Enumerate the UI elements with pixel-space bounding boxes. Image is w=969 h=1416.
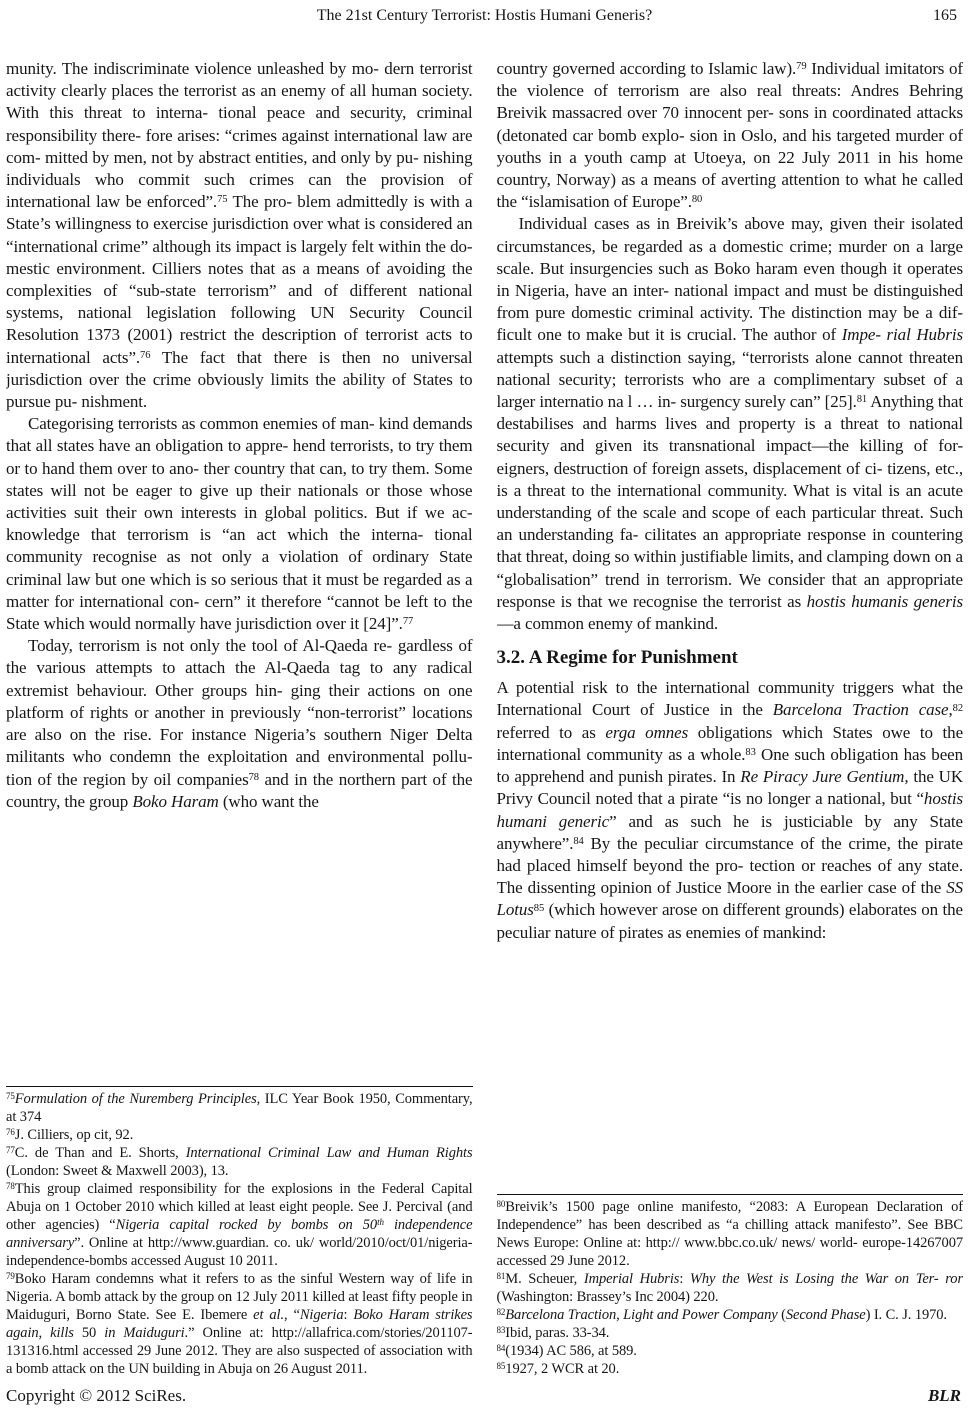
right-column-body [497,58,964,944]
footnote-marker: 84 [496,1342,506,1353]
text-run: One such obligation has been to apprehend and punish pirates. In [496,744,963,787]
superscript-reference: 82 [952,702,963,714]
text-run: Individual imitators of the violence of terrorism are also real threats: Andres Behring Breivik massacred over 70 innocent per- sons in coordinated attacks (detonated car bomb explo- sion in Oslo, and his targeted murder of youths in a youth camp at Utoeya, on 22 July 2011 in his home country, Norway) as a means of averting attention to what he called the “islamisation of Europe”. [496,59,963,212]
superscript-reference: 76 [140,349,151,361]
text-run: hostis humani generic [496,789,963,831]
superscript-reference: 85 [533,902,545,914]
journal-abbreviation: BLR [927,1386,961,1405]
text-run: , [948,700,953,720]
text-run: obligations which States owe to the international community as a whole. [496,722,963,764]
text-run: Boko Haram [132,791,219,811]
footnote-marker: 80 [496,1198,506,1209]
text-run: Anything that destabilises and harms lives and property is a threat to national security and given its transnational impact—the killing of for- eigners, destruction of foreign assets, displacement of ci- tizens, etc., is a threat to the international community. What is vital is an acute understanding of the scale and scope of each particular threat. Such an understanding fa- cilitates an appropriate response in countering that threat, doing so within justifiable limits, and clamping down on a “globalisation” trend in terrorism. We consider that an appropriate response is that we recognise the terrorist as [496,392,963,611]
footnote [497,1360,964,1378]
superscript-reference: 78 [248,771,259,783]
text-run: erga omnes [605,722,689,742]
body-paragraph [6,58,473,413]
footnote [497,1198,964,1270]
footnote [6,1144,473,1180]
copyright-notice: Copyright © 2012 SciRes. [6,1386,187,1405]
footnote-marker: 82 [496,1306,506,1317]
text-run: Second Phase [785,1307,866,1323]
footnote [497,1306,964,1324]
text-run: Why the West is Losing the War on Ter- ror [689,1271,963,1287]
footnote [497,1270,964,1306]
text-run: (1934) AC 586, at 589. [505,1343,637,1359]
text-run: 50 [73,1325,105,1341]
text-run: Categorising terrorists as common enemies of man- kind demands that all states have an obligation to appre- hend terrorists, to try them or to hand them over to ano- ther country that can, to try them. Some states will not be eager to give up their nationals or those whose activities suit their own interests in global politics. But if we ac- knowledge that terrorism is “an act which the interna- tional community recognise as not only a violation of ordinary State criminal law but one which is so serious that it must be regarded as a matter for international con- cern” it therefore “cannot be left to the State which would normally have jurisdiction over it [24]”. [6,414,473,634]
text-run: hostis humanis generis [806,591,963,611]
body-paragraph [497,677,964,943]
text-run: Formulation of the Nuremberg Principles [14,1091,257,1107]
text-run: Impe- rial Hubris [841,325,963,345]
footnote [6,1126,473,1144]
text-run: , ILC Year Book 1950, Commentary, at 374 [6,1091,473,1125]
text-run: ( [777,1307,786,1323]
footnote [497,1324,964,1342]
text-run: Today, terrorism is not only the tool of Al-Qaeda re- gardless of the various attempts to attach the Al-Qaeda tag to any radical extremist behaviour. Other groups hin- ging their actions on one platform of rights or another in previously “non-terrorist” locations are also on the rise. For instance Nigeria’s southern Niger Delta militants who condemn the exploitation and environmental pollu- tion of the region by oil companies [6,636,473,789]
text-run: International Criminal Law and Human Rights [185,1145,473,1161]
right-column [497,58,964,1378]
text-run: Individual cases as in Breivik’s above may, given their isolated circumstances, be regarded as a domestic crime; murder on a large scale. But insurgencies such as Boko haram even though it operates in Nigeria, have an inter- national impact and must be distinguished from pure domestic criminal activity. The distinction may be a dif- ficult one to make but it is crucial. The author of [496,214,963,345]
superscript-reference: th [377,1216,384,1227]
text-run: (Washington: Brassey’s Inc 2004) 220. [496,1289,719,1305]
footnote-marker: 76 [6,1126,15,1137]
text-run: Barcelona Traction, Light and Power Company [505,1307,778,1323]
section-heading: 3.2. A Regime for Punishment [496,647,738,669]
text-run: attempts such a distinction saying, “terrorists alone cannot threaten national security; terrorists who are a complimentary subset of a larger internatio na l … in- surgency surely can” [25]. [496,347,963,412]
text-run: Boko Haram condemns what it refers to as the sinful Western way of life in Nigeria. A bomb attack by the group on 12 July 2011 killed at least fifty people in Maiduguri, Borno State. See E. Ibemere [6,1271,473,1323]
text-run: Re Piracy Jure Gentium, [740,767,909,787]
text-run: The pro- blem admittedly is with a State’s willingness to exercise jurisdiction over what is considered an “international crime” although its impact is largely felt within the do- mestic environment. Cilliers notes that as a means of avoiding the complexities of “sub-state terrorism” and of different national systems, national legislation following UN Security Council Resolution 1373 (2001) restrict the description of terrorist acts to international acts”. [6,192,473,367]
text-run: .” Online at: http://allafrica.com/stories/201107-131316.html accessed 29 June 2012. They are also suspected of association with a bomb attack on the UN building in Abuja on 26 August 2011. [6,1325,473,1377]
text-run: Ibid, paras. 33-34. [505,1325,610,1341]
text-run: 1927, 2 WCR at 20. [505,1361,620,1377]
superscript-reference: 84 [573,835,584,847]
text-run: M. Scheuer, [505,1271,584,1287]
body-paragraph [6,635,473,813]
text-run: J. Cilliers, op cit, 92. [14,1127,134,1143]
body-paragraph [497,58,964,213]
text-run: : [679,1271,690,1287]
two-column-layout [6,58,963,1378]
text-run: Barcelona Traction case [772,700,949,720]
footnote-marker: 77 [6,1144,15,1155]
page-footer [6,1386,961,1406]
text-run: C. de Than and E. Shorts, [14,1145,186,1161]
text-run: kills [50,1325,74,1341]
superscript-reference: 77 [402,616,414,628]
text-run: (who want the [218,791,319,811]
text-run: Boko Haram strikes again [6,1307,473,1341]
superscript-reference: 81 [856,394,868,406]
footnote-marker: 85 [496,1360,506,1371]
text-run: et al. [253,1307,285,1323]
text-run: country governed according to Islamic law). [496,59,797,78]
superscript-reference: 75 [217,194,228,206]
footnote-marker: 79 [6,1270,15,1281]
body-paragraph [497,213,964,635]
text-run: the UK Privy Council noted that a pirate “is no longer a national, but “ [496,767,963,809]
text-run: ) I. C. J. 1970. [865,1307,947,1323]
text-run: in Maiduguri [104,1325,185,1341]
footnote [497,1342,964,1360]
body-paragraph [6,413,473,635]
footnote-marker: 78 [6,1180,15,1191]
text-run: Nigeria [299,1307,344,1323]
page-header [10,7,959,31]
left-column-body [6,58,473,813]
text-run: ” and as such he is justiciable by any State anywhere”. [496,811,963,853]
text-run: SS Lotus [496,878,963,920]
text-run: Imperial Hubris [583,1271,680,1287]
footnote-marker: 75 [6,1090,15,1101]
footnote [6,1270,473,1378]
text-run: (which however arose on different grounds) elaborates on the peculiar nature of pirates as enemies of mankind: [496,900,963,942]
right-column-footnotes [497,1194,964,1378]
text-run: By the peculiar circumstance of the crime, the pirate had placed himself beyond the pro- tection or reaches of any state. The dissenting opinion of Justice Moore in the earlier case of the [496,833,963,898]
text-run: The fact that there is then no universal jurisdiction over the crime obviously limits the ability of States to pursue pu- nishment. [6,347,473,412]
text-run: munity. The indiscriminate violence unleashed by mo- dern terrorist activity clearly places the terrorist as an enemy of all human society. With this threat to interna- tional peace and security, criminal responsibility there- fore arises: “crimes against international law are com- mitted by men, not by abstract entities, and only by pu- nishing individuals who commit such crimes can the provision of international law be enforced”. [6,59,473,212]
footnote [6,1090,473,1126]
superscript-reference: 83 [745,747,756,759]
text-run: This group claimed responsibility for the explosions in the Federal Capital Abuja on 1 October 2010 which killed at least eight people. See J. Percival (and other agencies) “ [6,1181,473,1233]
left-column-footnotes [6,1086,473,1378]
text-run: : [343,1307,354,1323]
text-run: , “ [284,1307,300,1323]
superscript-reference: 79 [796,61,807,73]
text-run: (London: Sweet & Maxwell 2003), 13. [6,1163,229,1179]
footnote [6,1180,473,1270]
superscript-reference: 80 [691,194,703,206]
text-run: —a common enemy of mankind. [496,614,719,634]
left-column [6,58,473,1378]
text-run: A potential risk to the international community triggers what the International Court of Justice in the [496,678,963,720]
text-run: independence anniversary [6,1217,473,1251]
footnote-marker: 81 [496,1270,506,1281]
page-number: 165 [933,7,957,24]
text-run: and in the northern part of the country, the group [6,769,473,811]
running-title: The 21st Century Terrorist: Hostis Humani Generis? [316,7,653,24]
text-run: Breivik’s 1500 page online manifesto, “2083: A European Declaration of Independence” has been described as “a chilling attack manifesto”. See BBC News Europe: Online at: http:// www.bbc.co.uk/ news/ world- europe-14267007 accessed 29 June 2012. [496,1199,963,1269]
footnote-marker: 83 [496,1324,506,1335]
text-run: Nigeria capital rocked by bombs on 50 [115,1217,378,1233]
text-run: ”. Online at http://www.guardian. co. uk/ world/2010/oct/01/nigeria-independence-bombs accessed August 10 2011. [6,1235,473,1269]
text-run: , [38,1325,51,1341]
text-run: referred to as [496,722,606,742]
